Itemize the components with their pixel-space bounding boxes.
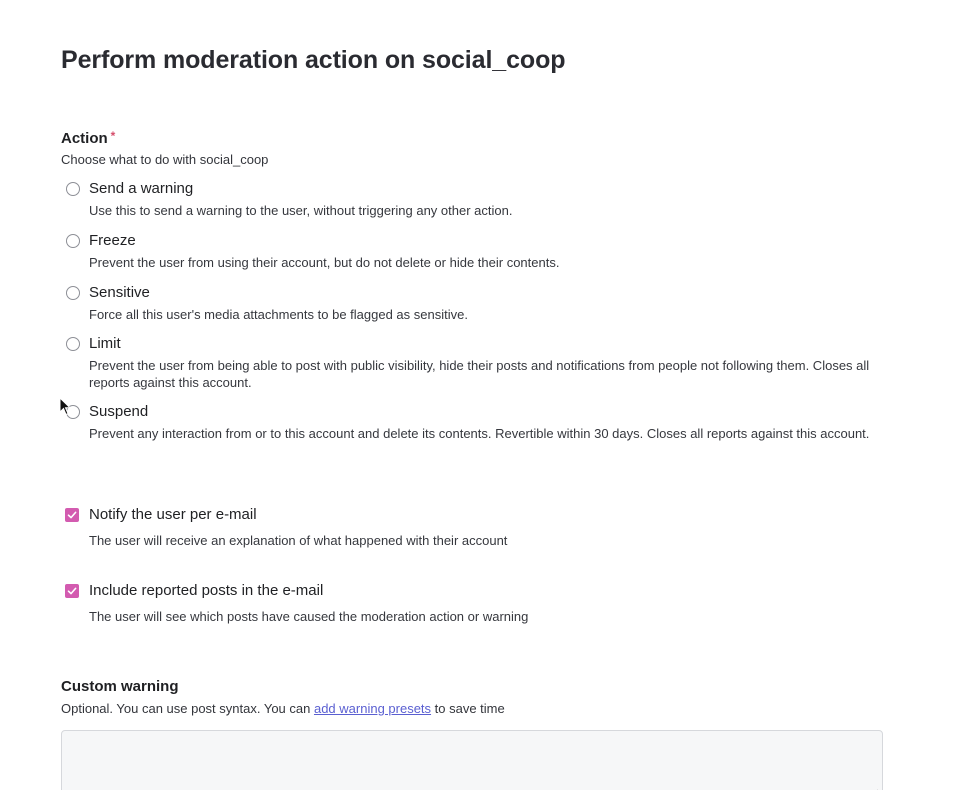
notify-user-checkbox[interactable] bbox=[65, 508, 79, 522]
custom-warning-hint-after: to save time bbox=[431, 701, 505, 716]
option-description-send-warning: Use this to send a warning to the user, without triggering any other action. bbox=[89, 203, 513, 218]
option-label-limit[interactable]: Limit bbox=[89, 335, 121, 352]
checkmark-icon bbox=[67, 586, 77, 596]
radio-send-warning[interactable] bbox=[66, 182, 80, 196]
add-warning-presets-link[interactable]: add warning presets bbox=[313, 701, 432, 716]
notify-user-label[interactable]: Notify the user per e-mail bbox=[89, 506, 257, 523]
include-posts-checkbox[interactable] bbox=[65, 584, 79, 598]
include-posts-description: The user will see which posts have caused the moderation action or warning bbox=[89, 609, 529, 624]
checkmark-icon bbox=[67, 510, 77, 520]
option-label-suspend[interactable]: Suspend bbox=[89, 403, 149, 420]
action-label-text: Action bbox=[61, 130, 108, 147]
option-description-freeze: Prevent the user from using their account, but do not delete or hide their contents. bbox=[89, 255, 560, 270]
action-label bbox=[61, 129, 115, 147]
option-description-limit: Prevent the user from being able to post with public visibility, hide their posts and notifications from people not following them. Closes all reports against this account. bbox=[89, 358, 870, 390]
custom-warning-hint-before: Optional. You can use post syntax. You can bbox=[61, 701, 314, 716]
include-posts-label[interactable]: Include reported posts in the e-mail bbox=[89, 582, 324, 599]
page-title: Perform moderation action on social_coop bbox=[61, 46, 566, 74]
custom-warning-label: Custom warning bbox=[61, 678, 179, 695]
required-marker: * bbox=[110, 129, 116, 143]
radio-suspend[interactable] bbox=[66, 405, 80, 419]
notify-user-description: The user will receive an explanation of what happened with their account bbox=[89, 533, 508, 548]
option-description-sensitive: Force all this user's media attachments to be flagged as sensitive. bbox=[89, 307, 468, 322]
option-label-freeze[interactable]: Freeze bbox=[89, 232, 136, 249]
radio-limit[interactable] bbox=[66, 337, 80, 351]
custom-warning-hint bbox=[61, 701, 505, 716]
option-label-send-warning[interactable]: Send a warning bbox=[89, 180, 194, 197]
radio-freeze[interactable] bbox=[66, 234, 80, 248]
option-description-suspend: Prevent any interaction from or to this account and delete its contents. Revertible within 30 days. Closes all reports against this account. bbox=[89, 426, 870, 441]
radio-sensitive[interactable] bbox=[66, 286, 80, 300]
custom-warning-textarea[interactable] bbox=[61, 730, 883, 790]
option-label-sensitive[interactable]: Sensitive bbox=[89, 284, 150, 301]
action-hint: Choose what to do with social_coop bbox=[61, 152, 269, 167]
